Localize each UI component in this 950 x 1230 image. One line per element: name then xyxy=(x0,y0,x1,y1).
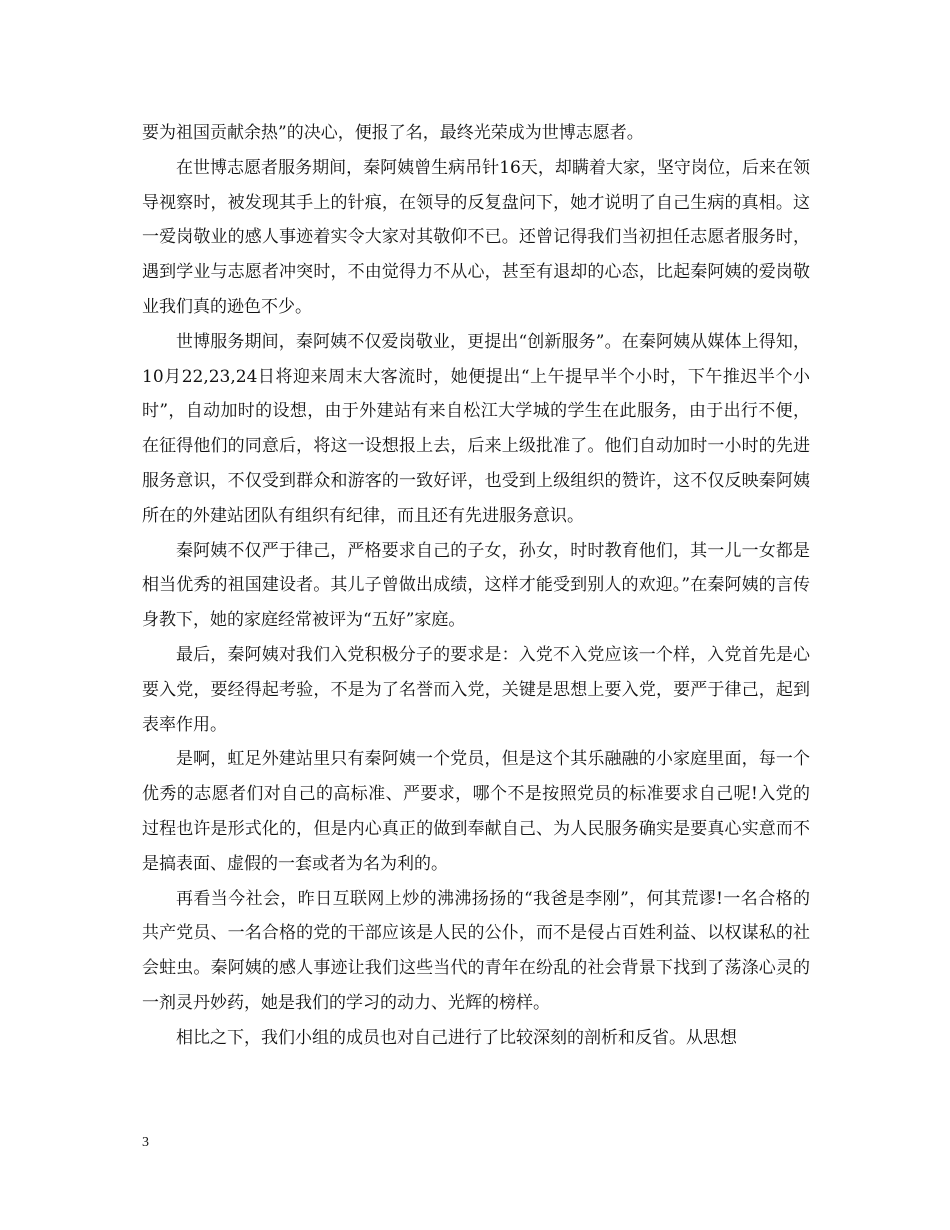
paragraph-2: 在世博志愿者服务期间，秦阿姨曾生病吊针16天，却瞒着大家，坚守岗位，后来在领导视察时，被发现其手上的针痕，在领导的反复盘问下，她才说明了自己生病的真相。这一爱岗敬业的感人事迹着实令大家对其敬仰不已。还曾记得我们当初担任志愿者服务时，遇到学业与志愿者冲突时，不由觉得力不从心，甚至有退却的心态，比起秦阿姨的爱岗敬业我们真的逊色不少。 xyxy=(142,157,810,317)
paragraph-6: 是啊，虹足外建站里只有秦阿姨一个党员，但是这个其乐融融的小家庭里面，每一个优秀的志愿者们对自己的高标准、严要求，哪个不是按照党员的标准要求自己呢!入党的过程也许是形式化的，但是内心真正的做到奉献自己、为人民服务确实是要真心实意而不是搞表面、虚假的一套或者为名为利的。 xyxy=(142,749,810,874)
paragraph-3: 世博服务期间，秦阿姨不仅爱岗敬业，更提出“创新服务”。在秦阿姨从媒体上得知，10月22,23,24日将迎来周末大客流时，她便提出“上午提早半个小时，下午推迟半个小时”，自动加时的设想，由于外建站有来自松江大学城的学生在此服务，由于出行不便，在征得他们的同意后，将这一设想报上去，后来上级批准了。他们自动加时一小时的先进服务意识，不仅受到群众和游客的一致好评，也受到上级组织的赞许，这不仅反映秦阿姨所在的外建站团队有组织有纪律，而且还有先进服务意识。 xyxy=(142,331,810,526)
paragraph-8: 相比之下，我们小组的成员也对自己进行了比较深刻的剖析和反省。从思想 xyxy=(176,1027,737,1048)
paragraph-7: 再看当今社会，昨日互联网上炒的沸沸扬扬的“我爸是李刚”，何其荒谬!一名合格的共产党员、一名合格的党的干部应该是人民的公仆，而不是侵占百姓利益、以权谋私的社会蛀虫。秦阿姨的感人事迹让我们这些当代的青年在纷乱的社会背景下找到了荡涤心灵的一剂灵丹妙药，她是我们的学习的动力、光辉的榜样。 xyxy=(142,888,810,1013)
document-body xyxy=(142,116,810,1056)
paragraph-5: 最后，秦阿姨对我们入党积极分子的要求是：入党不入党应该一个样，入党首先是心要入党，要经得起考验，不是为了名誉而入党，关键是思想上要入党，要严于律己，起到表率作用。 xyxy=(142,644,810,735)
paragraph-1: 要为祖国贡献余热”的决心，便报了名，最终光荣成为世博志愿者。 xyxy=(142,123,644,143)
page-number: 3 xyxy=(142,1135,149,1150)
paragraph-4: 秦阿姨不仅严于律己，严格要求自己的子女，孙女，时时教育他们，其一儿一女都是相当优秀的祖国建设者。其儿子曾做出成绩，这样才能受到别人的欢迎。”在秦阿姨的言传身教下，她的家庭经常被评为“五好”家庭。 xyxy=(142,540,810,631)
